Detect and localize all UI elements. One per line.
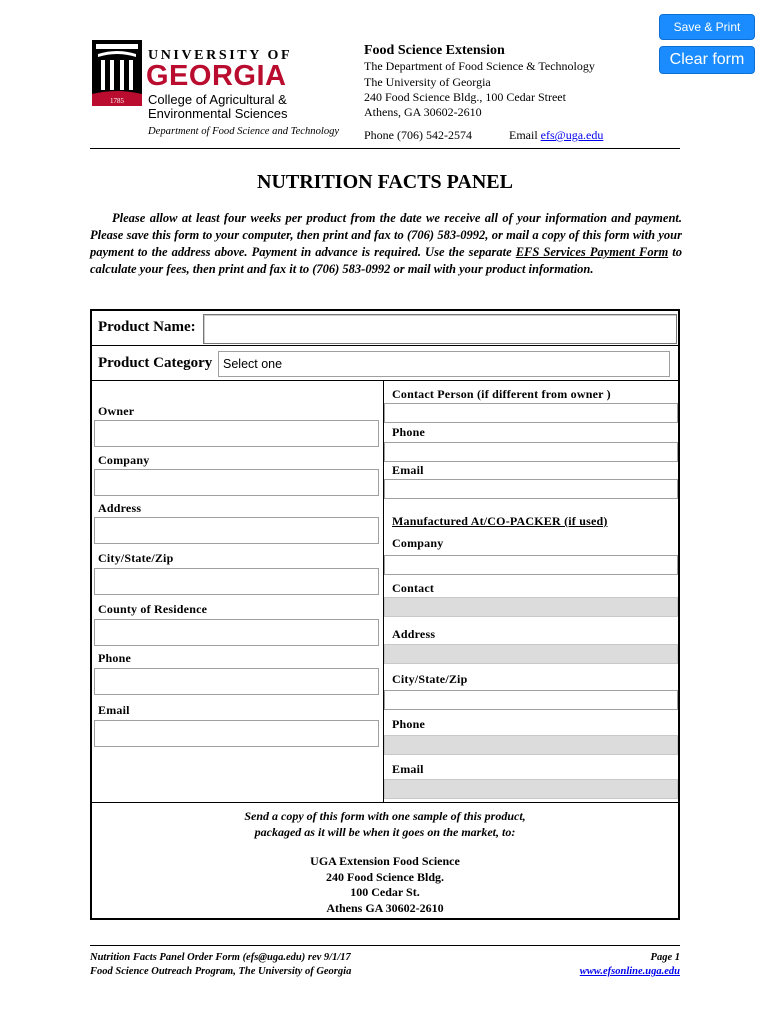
copacker-contact-label: Contact	[392, 581, 435, 595]
contact-person-label: Contact Person (if different from owner )	[392, 387, 611, 401]
product-category-label: Product Category	[98, 355, 213, 371]
contact-phone-input[interactable]	[384, 442, 678, 462]
footer-website-link[interactable]: www.efsonline.uga.edu	[579, 966, 680, 977]
copacker-email-label: Email	[392, 762, 424, 776]
footer-form-info: Nutrition Facts Panel Order Form (efs@uga.edu) rev 9/1/17	[90, 952, 351, 963]
logo-college-name: College of Agricultural & Environmental Sciences	[148, 92, 288, 121]
header-address-line: Athens, GA 30602-2610	[364, 105, 482, 119]
divider	[90, 345, 680, 346]
contact-email-input[interactable]	[384, 479, 678, 499]
footer-page-number: Page 1	[650, 952, 680, 963]
email-input[interactable]	[94, 720, 379, 747]
svg-text:1785: 1785	[110, 97, 124, 105]
county-input[interactable]	[94, 619, 379, 646]
header-address-line: The Department of Food Science & Technology	[364, 59, 595, 73]
header-phone: Phone (706) 542-2574	[364, 128, 472, 142]
city-state-zip-input[interactable]	[94, 568, 379, 595]
address-input[interactable]	[94, 517, 379, 544]
header-email: Email efs@uga.edu	[509, 128, 604, 142]
copacker-address-input[interactable]	[384, 644, 678, 664]
owner-input[interactable]	[94, 420, 379, 447]
logo-georgia: GEORGIA	[146, 60, 287, 92]
uga-arch-logo-icon	[92, 40, 142, 106]
phone-label: Phone	[98, 651, 132, 665]
email-link[interactable]: efs@uga.edu	[540, 128, 604, 142]
divider	[90, 380, 680, 381]
header-address-line: The University of Georgia	[364, 75, 491, 89]
copacker-phone-input[interactable]	[384, 735, 678, 755]
copacker-city-state-zip-input[interactable]	[384, 690, 678, 710]
contact-person-input[interactable]	[384, 403, 678, 423]
logo-university-of: UNIVERSITY OF	[148, 48, 293, 63]
copacker-city-state-zip-label: City/State/Zip	[392, 672, 468, 686]
contact-phone-label: Phone	[392, 425, 426, 439]
contact-email-label: Email	[392, 463, 424, 477]
header-divider	[90, 148, 680, 149]
company-label: Company	[98, 453, 150, 467]
copacker-contact-input[interactable]	[384, 597, 678, 617]
page-title: NUTRITION FACTS PANEL	[257, 171, 513, 193]
copacker-email-input[interactable]	[384, 779, 678, 799]
header-title: Food Science Extension	[364, 43, 505, 58]
city-state-zip-label: City/State/Zip	[98, 551, 174, 565]
footer-divider	[90, 945, 680, 946]
intro-paragraph: Please allow at least four weeks per product from the date we receive all of your information and payment. Please save this form to your computer, then print and fax to (706) 583-0992, or mail a copy of this form with your payment to the address above. Payment in advance is required. Use the separate EFS Services Payment Form to calculate your fees, then print and fax it to (706) 583-0992 or mail with your product information.	[90, 211, 682, 276]
owner-label: Owner	[98, 404, 135, 418]
product-category-select[interactable]: Select one	[218, 351, 670, 377]
email-label: Email	[98, 703, 130, 717]
copacker-company-input[interactable]	[384, 555, 678, 575]
save-print-button[interactable]: Save & Print	[659, 14, 755, 40]
divider	[90, 802, 680, 803]
product-name-input[interactable]	[203, 314, 677, 344]
company-input[interactable]	[94, 469, 379, 496]
product-name-label: Product Name:	[98, 319, 196, 335]
county-label: County of Residence	[98, 602, 208, 616]
phone-input[interactable]	[94, 668, 379, 695]
address-label: Address	[98, 501, 142, 515]
footer-program: Food Science Outreach Program, The University of Georgia	[90, 966, 352, 977]
manufactured-at-label: Manufactured At/CO-PACKER (if used)	[392, 514, 608, 528]
send-instructions: Send a copy of this form with one sample of this product, packaged as it will be when it goes on the market, to: UGA Extension Food Science 240 Food Science Bldg. 100 Cedar St. Athens GA 30602-2610	[244, 809, 526, 915]
logo-department: Department of Food Science and Technology	[148, 126, 340, 137]
copacker-company-label: Company	[392, 536, 444, 550]
copacker-address-label: Address	[392, 627, 436, 641]
payment-form-link[interactable]: EFS Services Payment Form	[515, 245, 669, 259]
clear-form-button[interactable]: Clear form	[659, 46, 755, 74]
header-address-line: 240 Food Science Bldg., 100 Cedar Street	[364, 90, 566, 104]
copacker-phone-label: Phone	[392, 717, 426, 731]
